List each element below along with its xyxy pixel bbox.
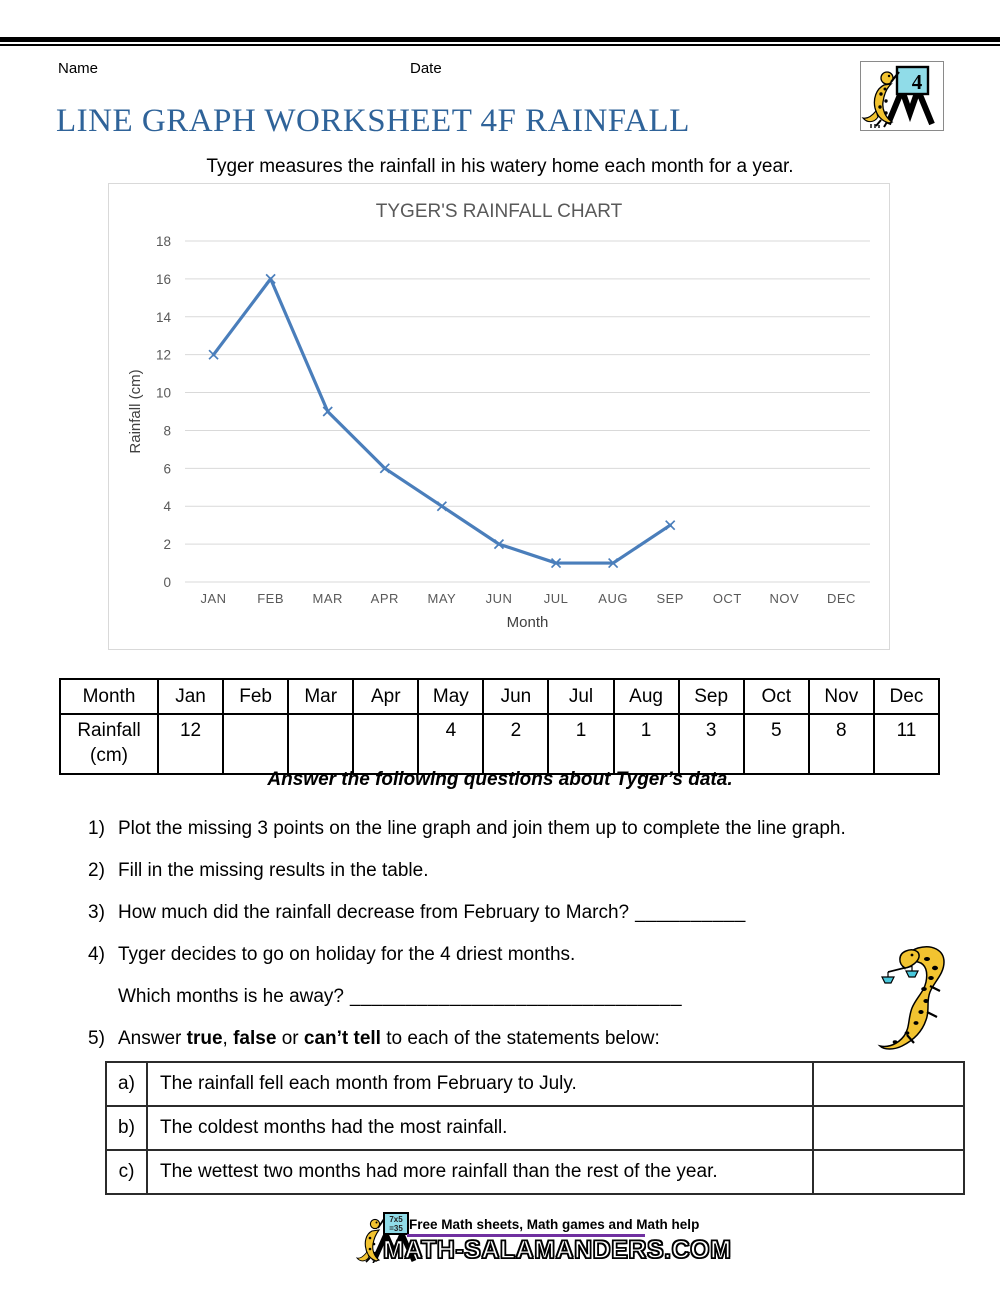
month-cell: Jun — [483, 679, 548, 714]
svg-text:Rainfall (cm): Rainfall (cm) — [127, 369, 144, 454]
salamander-easel-icon — [861, 62, 941, 128]
value-cell: 5 — [744, 714, 809, 774]
value-cell: 8 — [809, 714, 874, 774]
svg-text:MAR: MAR — [312, 591, 343, 606]
svg-text:MAY: MAY — [427, 591, 457, 606]
value-cell: 4 — [418, 714, 483, 774]
missing-value-cell — [353, 714, 418, 774]
question-text: Tyger decides to go on holiday for the 4 driest months. — [118, 944, 576, 965]
answer-blank: __________ — [635, 902, 746, 923]
month-cell: Feb — [223, 679, 288, 714]
month-col-header: Month — [60, 679, 158, 714]
question-4-sub — [118, 986, 682, 1008]
answer-blank: ______________________________ — [350, 986, 683, 1007]
svg-text:0: 0 — [163, 575, 171, 590]
question-5 — [88, 1028, 660, 1050]
row-label-cell: Rainfall (cm) — [60, 714, 158, 774]
month-cell: Jul — [548, 679, 613, 714]
rainfall-line-chart — [109, 184, 889, 649]
month-cell: Dec — [874, 679, 939, 714]
month-cell: Nov — [809, 679, 874, 714]
value-cell: 2 — [483, 714, 548, 774]
missing-value-cell — [223, 714, 288, 774]
svg-text:4: 4 — [163, 499, 171, 515]
question-1 — [88, 818, 846, 840]
page-title: LINE GRAPH WORKSHEET 4F RAINFALL — [56, 103, 690, 139]
intro-sentence: Tyger measures the rainfall in his watery home each month for a year. — [206, 156, 794, 177]
bold-cant-tell: can’t tell — [303, 1028, 381, 1049]
value-cell: 1 — [548, 714, 613, 774]
value-cell: 11 — [874, 714, 939, 774]
salamander-with-scales-icon — [874, 942, 979, 1060]
name-label: Name — [58, 60, 99, 77]
chart-container — [108, 183, 890, 650]
rainfall-values-row — [60, 714, 939, 774]
footer-tagline: Free Math sheets, Math games and Math help — [409, 1217, 700, 1232]
svg-text:DEC: DEC — [826, 591, 856, 606]
svg-text:2: 2 — [163, 537, 171, 553]
svg-text:6: 6 — [163, 461, 171, 477]
question-number: 3) — [88, 902, 105, 923]
month-cell: May — [418, 679, 483, 714]
questions-prompt: Answer the following questions about Tyger’s data. — [267, 769, 733, 790]
svg-text:NOV: NOV — [769, 591, 800, 606]
question-number: 1) — [88, 818, 105, 839]
svg-text:Month: Month — [506, 614, 549, 631]
board-line-1: 7x5 — [389, 1215, 403, 1224]
bold-false: false — [233, 1028, 277, 1049]
svg-text:10: 10 — [155, 385, 171, 401]
board-line-2: =35 — [389, 1224, 403, 1233]
month-table — [59, 678, 940, 775]
svg-text:18: 18 — [155, 234, 171, 249]
svg-text:12: 12 — [155, 347, 171, 363]
top-border-rule — [0, 37, 1000, 46]
answer-cell — [813, 1150, 964, 1194]
svg-text:FEB: FEB — [257, 591, 285, 606]
value-cell: 12 — [158, 714, 223, 774]
month-cell: Oct — [744, 679, 809, 714]
svg-text:TYGER'S RAINFALL CHART: TYGER'S RAINFALL CHART — [375, 201, 623, 222]
svg-text:JUL: JUL — [543, 591, 569, 606]
grade-number: 4 — [911, 70, 923, 94]
svg-text:SEP: SEP — [656, 591, 684, 606]
answer-cell — [813, 1106, 964, 1150]
statement-row — [106, 1062, 964, 1106]
value-cell: 1 — [614, 714, 679, 774]
question-3 — [88, 902, 746, 924]
svg-text:OCT: OCT — [712, 591, 742, 606]
footer-site-name: MATH-SALAMANDERS.COM — [383, 1236, 732, 1264]
month-cell: Aug — [614, 679, 679, 714]
svg-text:16: 16 — [155, 271, 171, 287]
svg-text:AUG: AUG — [598, 591, 628, 606]
question-2 — [88, 860, 428, 882]
bold-true: true — [186, 1028, 223, 1049]
question-number: 5) — [88, 1028, 105, 1049]
statement-row — [106, 1150, 964, 1194]
salamander-mascot — [874, 942, 979, 1065]
question-text: to each of the statements below: — [380, 1028, 660, 1049]
question-text: Plot the missing 3 points on the line graph and join them up to complete the line graph. — [118, 818, 846, 839]
question-4 — [88, 944, 575, 966]
missing-value-cell — [288, 714, 353, 774]
question-text: Which months is he away? — [118, 986, 344, 1007]
statement-label: a) — [106, 1062, 147, 1106]
svg-text:8: 8 — [163, 423, 171, 439]
question-number: 4) — [88, 944, 105, 965]
statement-row — [106, 1106, 964, 1150]
month-header-row — [60, 679, 939, 714]
question-text: Answer — [118, 1028, 187, 1049]
statement-text: The rainfall fell each month from February to July. — [147, 1062, 813, 1106]
answer-cell — [813, 1062, 964, 1106]
question-text: , — [222, 1028, 234, 1049]
question-text: How much did the rainfall decrease from February to March? — [118, 902, 630, 923]
statements-table — [105, 1061, 965, 1195]
month-cell: Jan — [158, 679, 223, 714]
question-number: 2) — [88, 860, 105, 881]
question-text: or — [276, 1028, 304, 1049]
value-cell: 3 — [679, 714, 744, 774]
month-cell: Sep — [679, 679, 744, 714]
month-cell: Mar — [288, 679, 353, 714]
svg-text:JAN: JAN — [200, 591, 227, 606]
statement-text: The coldest months had the most rainfall. — [147, 1106, 813, 1150]
statement-text: The wettest two months had more rainfall than the rest of the year. — [147, 1150, 813, 1194]
svg-text:APR: APR — [370, 591, 399, 606]
statement-label: b) — [106, 1106, 147, 1150]
month-cell: Apr — [353, 679, 418, 714]
question-text: Fill in the missing results in the table. — [118, 860, 429, 881]
svg-text:JUN: JUN — [485, 591, 513, 606]
statement-label: c) — [106, 1150, 147, 1194]
svg-text:14: 14 — [155, 309, 171, 325]
grade-logo — [860, 61, 944, 131]
date-label: Date — [410, 60, 442, 77]
